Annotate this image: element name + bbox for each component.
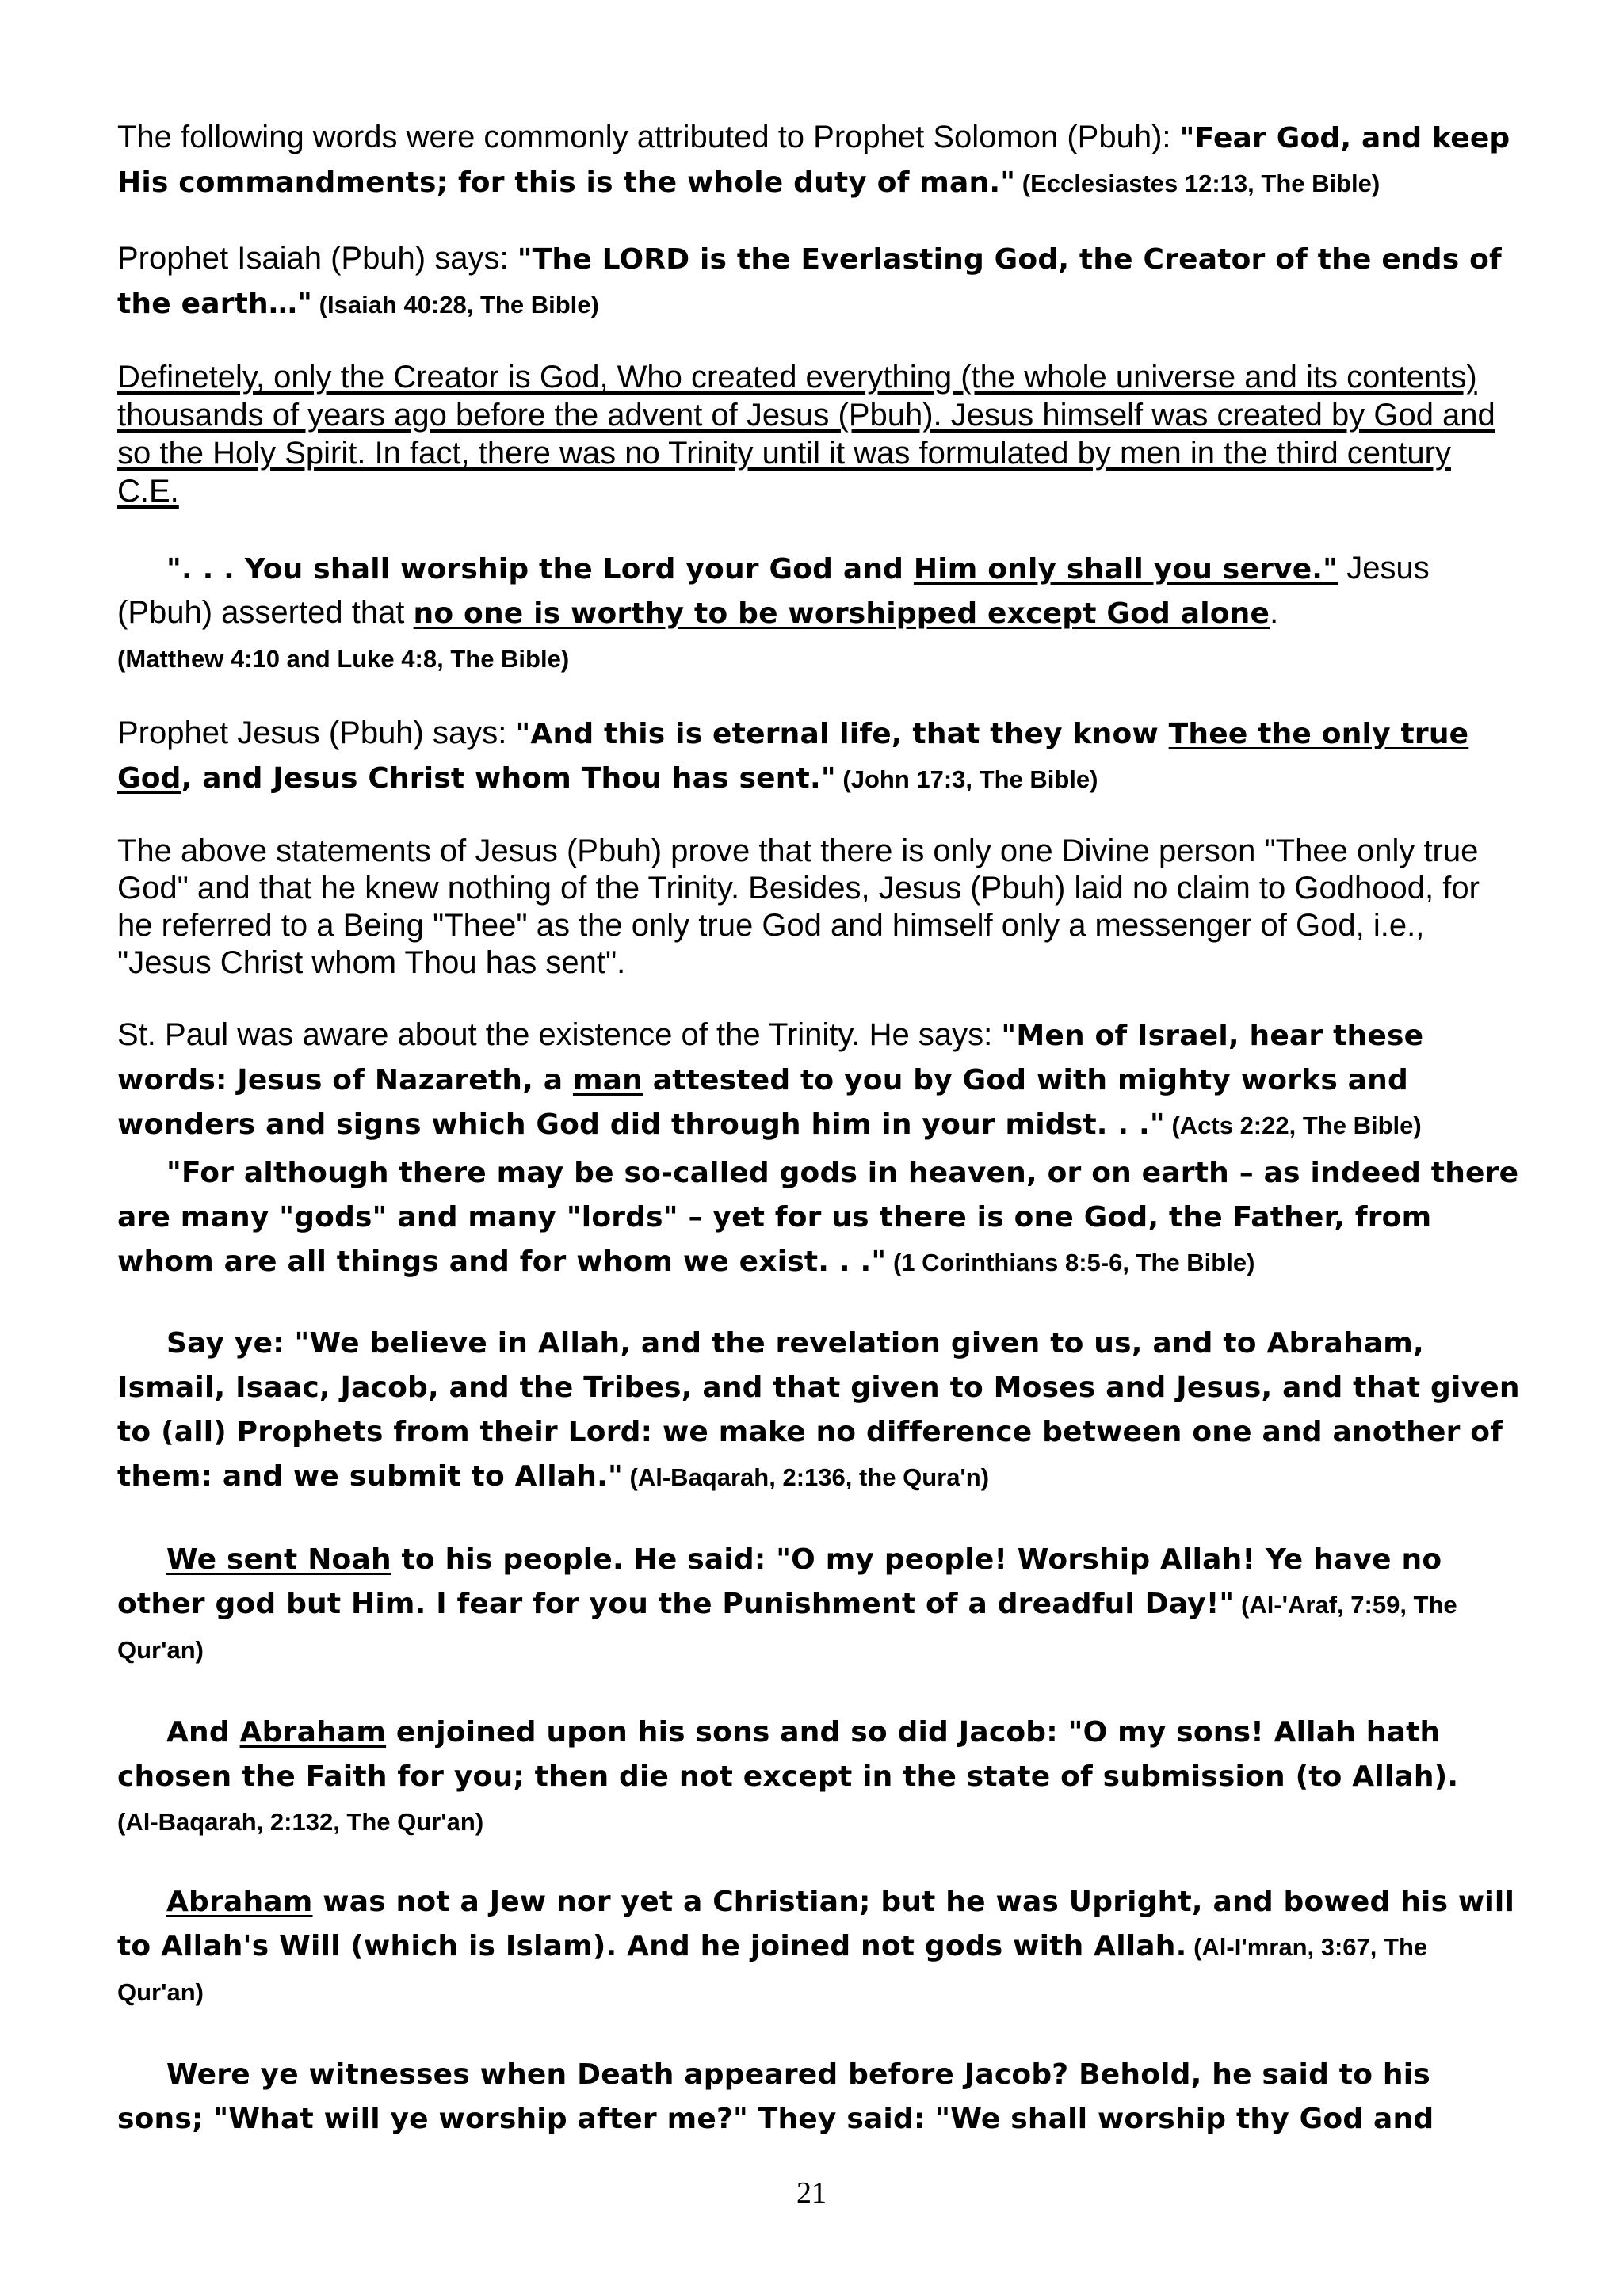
quote-text: "The LORD is the Everlasting God, the Creator of the ends of the earth…" — [117, 243, 1502, 320]
quote-text: "And this is eternal life, that they know — [515, 718, 1169, 750]
page-number: 21 — [796, 2176, 827, 2210]
paragraph-matthew — [117, 547, 1520, 678]
body-text: . — [1270, 595, 1279, 630]
reference-text: (John 17:3, The Bible) — [835, 765, 1098, 793]
quote-text: And — [166, 1716, 240, 1749]
quote-underlined: Abraham — [239, 1716, 387, 1749]
quote-underlined: Abraham — [166, 1886, 313, 1918]
reference-text: (Isaiah 40:28, The Bible) — [312, 291, 599, 318]
reference-text: (Al-Baqarah, 2:132, The Qur'an) — [117, 1808, 484, 1836]
paragraph-john — [117, 711, 1520, 801]
body-text: Jesus (Pbuh) asserted that — [117, 551, 1430, 630]
reference-text: (Al-Baqarah, 2:136, the Qura'n) — [622, 1463, 990, 1491]
paragraph-baqarah-132 — [117, 1710, 1520, 1841]
quote-underlined: man — [572, 1064, 643, 1097]
paragraph-analysis: The above statements of Jesus (Pbuh) prove that there is only one Divine person "Thee only true God" and that he knew nothing of the Trinity. Besides, Jesus (Pbuh) laid no claim to Godhood, for he referred to a Being "Thee" as the only true God and himself only a messenger of God, i.e., "Jesus Christ whom Thou has sent". — [117, 833, 1480, 980]
paragraph-corinthians — [117, 1150, 1520, 1284]
reference-text: (Al-I'mran, 3:67, The Qur'an) — [117, 1933, 1428, 2006]
emphasis-underlined: no one is worthy to be worshipped except God alone — [413, 597, 1270, 630]
quote-text: to his people. He said: "O my people! Worship Allah! Ye have no other god but Him. I fear for you the Punishment of a dreadful Day!" — [117, 1543, 1442, 1620]
intro-text: St. Paul was aware about the existence of the Trinity. He says: — [117, 1017, 1002, 1052]
paragraph-isaiah — [117, 237, 1520, 326]
intro-text: The following words were commonly attributed to Prophet Solomon (Pbuh): — [117, 120, 1180, 154]
paragraph-creator-statement: Definetely, only the Creator is God, Who created everything (the whole universe and its contents) thousands of years ago before the advent of Jesus (Pbuh). Jesus himself was created by God and so the Holy Spirit. In fact, there was no Trinity until it was formulated by men in the third century C.E. — [117, 360, 1495, 509]
intro-text: Prophet Isaiah (Pbuh) says: — [117, 241, 517, 276]
quote-text: was not a Jew nor yet a Christian; but he was Upright, and bowed his will to Allah's Will (which is Islam). And he joined not gods with Allah. — [117, 1886, 1515, 1962]
quote-text: enjoined upon his sons and so did Jacob: "O my sons! Allah hath chosen the Faith for you; then die not except in the state of submission (to Allah). — [117, 1716, 1459, 1793]
quote-text: "For although there may be so-called gods in heaven, or on earth – as indeed there are many "gods" and many "lords" – yet for us there is one God, the Father, from whom are all things and for whom we exist. . ." — [117, 1157, 1519, 1278]
reference-text: (1 Corinthians 8:5-6, The Bible) — [886, 1249, 1255, 1276]
intro-text: Prophet Jesus (Pbuh) says: — [117, 715, 516, 750]
reference-text: (Al-'Araf, 7:59, The Qur'an) — [117, 1591, 1457, 1664]
paragraph-jacob — [117, 2052, 1520, 2141]
quote-text: ". . . You shall worship the Lord your God and — [166, 553, 914, 585]
quote-underlined: Thee the only true God — [117, 718, 1469, 795]
quote-text: "Fear God, and keep His commandments; for this is the whole duty of man." — [117, 122, 1510, 199]
paragraph-araf — [117, 1537, 1520, 1672]
quote-text: "Men of Israel, hear these words: Jesus of Nazareth, a — [117, 1020, 1424, 1097]
paragraph-paul — [117, 1013, 1520, 1147]
quote-text: , and Jesus Christ whom Thou has sent." — [181, 762, 836, 795]
paragraph-solomon — [117, 116, 1520, 205]
reference-text: (Acts 2:22, The Bible) — [1164, 1112, 1422, 1139]
quote-text: attested to you by God with mighty works and wonders and signs which God did through him in your midst. . ." — [117, 1064, 1408, 1141]
quote-text: Were ye witnesses when Death appeared before Jacob? Behold, he said to his sons; "What will ye worship after me?" They said: "We shall worship thy God and — [117, 2058, 1434, 2135]
reference-text: (Ecclesiastes 12:13, The Bible) — [1015, 170, 1381, 197]
paragraph-baqarah-136 — [117, 1321, 1520, 1499]
paragraph-imran — [117, 1879, 1520, 2014]
document-page — [117, 116, 1520, 2141]
reference-text: (Matthew 4:10 and Luke 4:8, The Bible) — [117, 645, 570, 673]
quote-underlined: We sent Noah — [166, 1543, 391, 1576]
quote-text: Say ye: "We believe in Allah, and the revelation given to us, and to Abraham, Ismail, Isaac, Jacob, and the Tribes, and that given to Moses and Jesus, and that given to (all) Prophets from their Lord: we make no difference between one and another of them: and we submit to Allah." — [117, 1327, 1520, 1493]
quote-underlined: Him only shall you serve." — [913, 553, 1338, 585]
